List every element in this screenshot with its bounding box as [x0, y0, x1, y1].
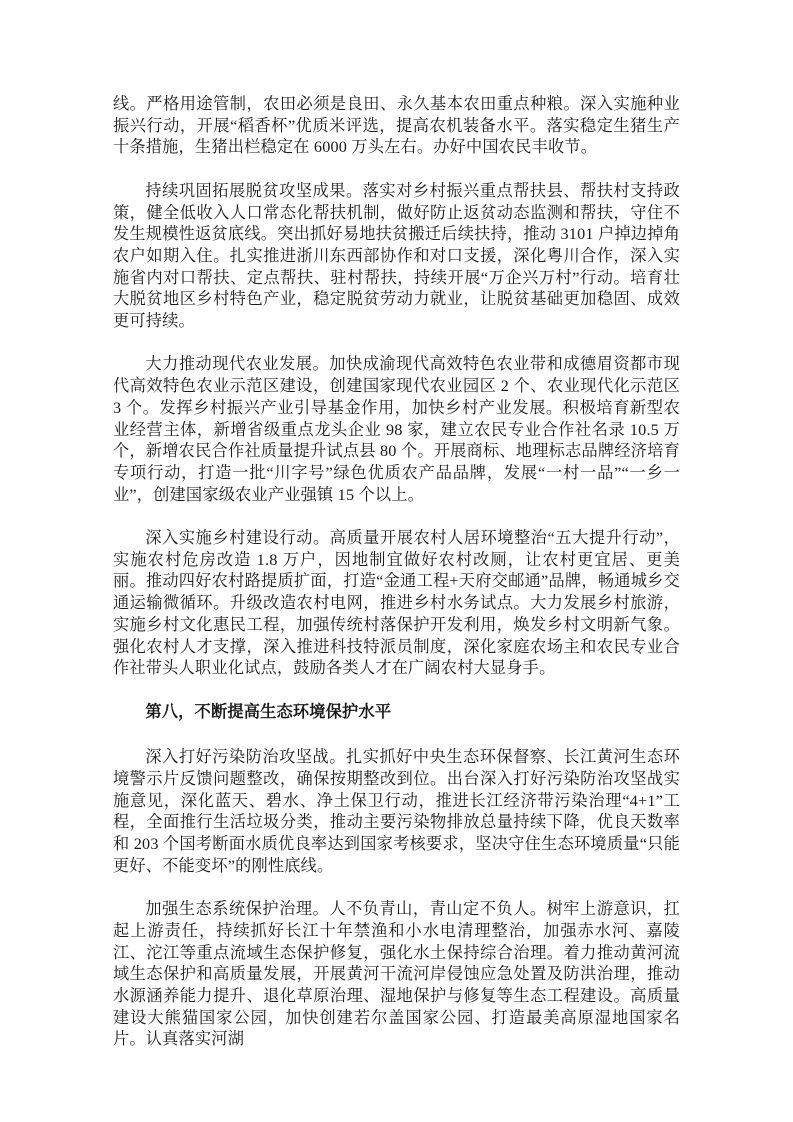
document-content [113, 94, 680, 1073]
paragraph: 深入打好污染防治攻坚战。扎实抓好中央生态环保督察、长江黄河生态环境警示片反馈问题整改，确保按期整改到位。出台深入打好污染防治攻坚战实施意见，深化蓝天、碧水、净土保卫行动，推进长江经济带污染治理“4+1”工程，全面推行生活垃圾分类，推动主要污染物排放总量持续下降，优良天数率和 203 个国考断面水质优良率达到国家考核要求，坚决守住生态环境质量“只能更好、不能变坏”的刚性底线。 [113, 748, 680, 875]
paragraph: 线。严格用途管制，农田必须是良田、永久基本农田重点种粮。深入实施种业振兴行动，开展“稻香杯”优质米评选，提高农机装备水平。落实稳定生猪生产十条措施，生猪出栏稳定在 6000 万头左右。办好中国农民丰收节。 [113, 95, 680, 157]
paragraph: 加强生态系统保护治理。人不负青山，青山定不负人。树牢上游意识，扛起上游责任，持续抓好长江十年禁渔和小水电清理整治，加强赤水河、嘉陵江、沱江等重点流域生态保护修复，强化水土保持综合治理。着力推动黄河流域生态保护和高质量发展，开展黄河干流河岸侵蚀应急处置及防洪治理，推动水源涵养能力提升、退化草原治理、湿地保护与修复等生态工程建设。高质量建设大熊猫国家公园，加快创建若尔盖国家公园、打造最美高原湿地国家名片。认真落实河湖 [113, 900, 680, 1049]
paragraph: 深入实施乡村建设行动。高质量开展农村人居环境整治“五大提升行动”，实施农村危房改造 1.8 万户，因地制宜做好农村改厕，让农村更宜居、更美丽。推动四好农村路提质扩面，打造“金通工程+天府交邮通”品牌，畅通城乡交通运输微循环。升级改造农村电网，推进乡村水务试点。大力发展乡村旅游，实施乡村文化惠民工程，加强传统村落保护开发利用，焕发乡村文明新气象。强化农村人才支撑，深入推进科技特派员制度，深化家庭农场主和农民专业合作社带头人职业化试点，鼓励各类人才在广阔农村大显身手。 [113, 529, 680, 678]
paragraph: 持续巩固拓展脱贫攻坚成果。落实对乡村振兴重点帮扶县、帮扶村支持政策，健全低收入人口常态化帮扶机制，做好防止返贫动态监测和帮扶，守住不发生规模性返贫底线。突出抓好易地扶贫搬迁后续扶持，推动 3101 户掉边掉角农户如期入住。扎实推进浙川东西部协作和对口支援，深化粤川合作，深入实施省内对口帮扶、定点帮扶、驻村帮扶，持续开展“万企兴万村”行动。培育壮大脱贫地区乡村特色产业，稳定脱贫劳动力就业，让脱贫基础更加稳固、成效更可持续。 [113, 181, 680, 331]
section-heading: 第八，不断提高生态环境保护水平 [145, 702, 392, 721]
paragraph: 大力推动现代农业发展。加快成渝现代高效特色农业带和成德眉资都市现代高效特色农业示范区建设，创建国家现代农业园区 2 个、农业现代化示范区 3 个。发挥乡村振兴产业引导基金作用，加快乡村产业发展。积极培育新型农业经营主体，新增省级重点龙头企业 98 家，建立农民专业合作社名录 10.5 万个，新增农民合作社质量提升试点县 80 个。开展商标、地理标志品牌经济培育专项行动，打造一批“川字号”绿色优质农产品品牌，发展“一村一品”“一乡一业”，创建国家级农业产业强镇 15 个以上。 [113, 355, 680, 504]
